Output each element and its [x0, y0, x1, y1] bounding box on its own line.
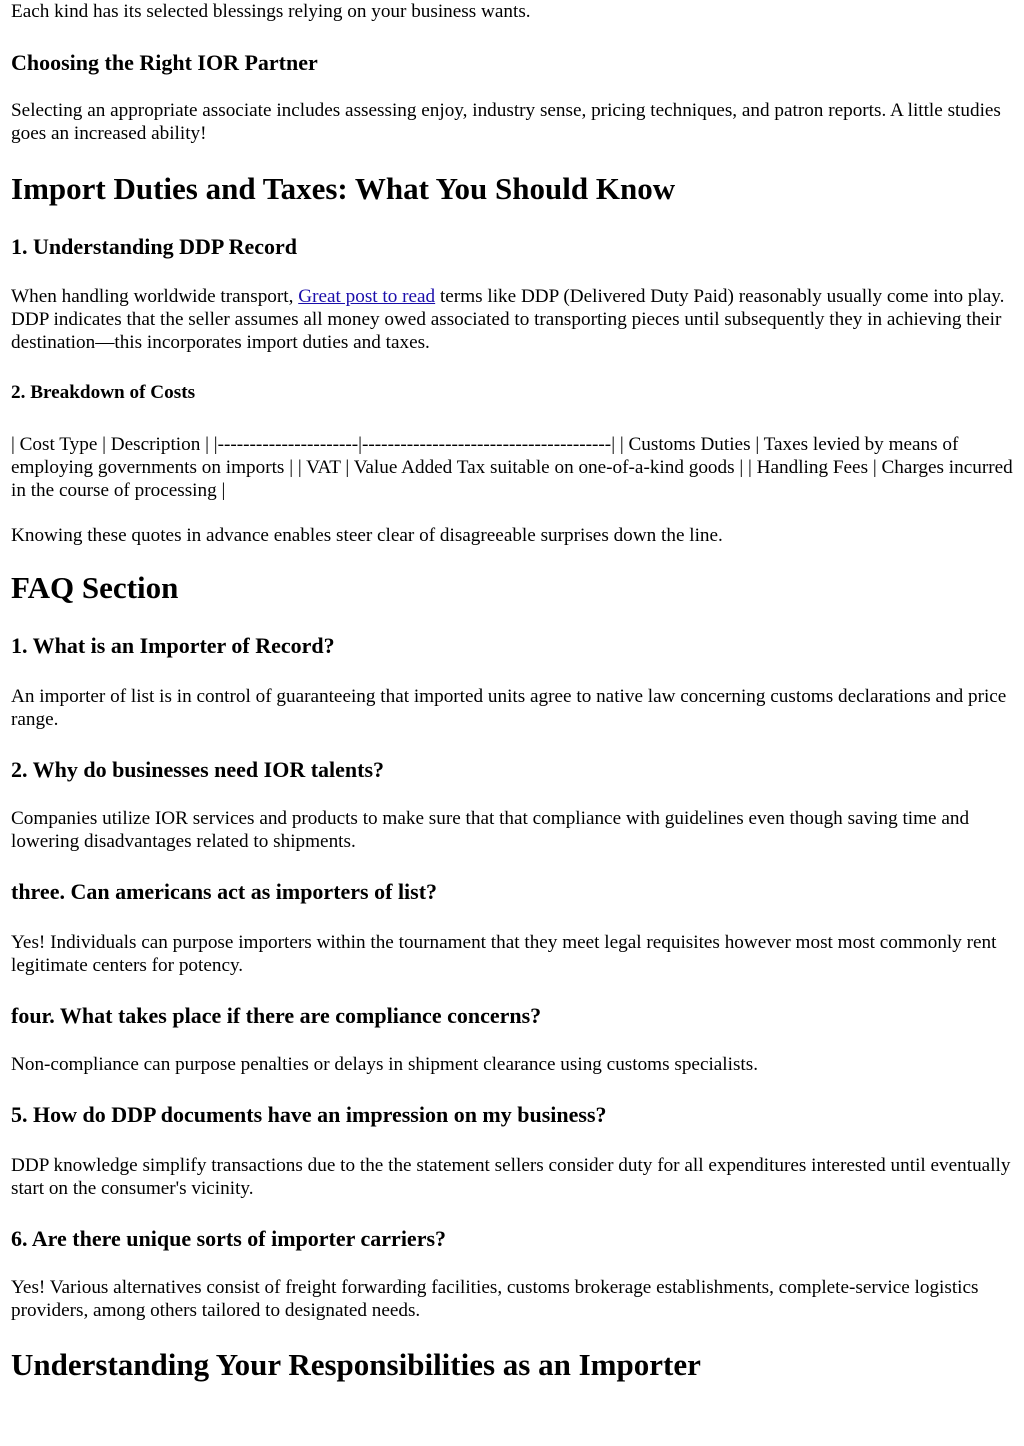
faq-heading: FAQ Section	[11, 570, 179, 605]
intro-paragraph: Each kind has its selected blessings relying on your business wants.	[11, 1, 531, 22]
import-duties-heading: Import Duties and Taxes: What You Should Know	[11, 171, 676, 206]
faq-answer: Companies utilize IOR services and products to make sure that that compliance with guidelines even though saving time and lowering disadvantages related to shipments.	[11, 808, 970, 852]
ddp-record-heading: 1. Understanding DDP Record	[11, 234, 298, 259]
faq-question: four. What takes place if there are compliance concerns?	[11, 1003, 542, 1028]
choosing-partner-heading: Choosing the Right IOR Partner	[11, 50, 318, 75]
faq-question: 1. What is an Importer of Record?	[11, 633, 335, 658]
faq-question: 5. How do DDP documents have an impression on my business?	[11, 1102, 607, 1127]
great-post-link[interactable]: Great post to read	[298, 286, 436, 307]
responsibilities-heading: Understanding Your Responsibilities as an Importer	[11, 1347, 701, 1382]
ddp-record-paragraph	[11, 285, 1013, 354]
ddp-text-after: terms like DDP (Delivered Duty Paid) reasonably usually come into play. DDP indicates that the seller assumes all money owed associated to transporting pieces until subsequently they in achieving their destination—this incorporates import duties and taxes.	[11, 286, 1005, 353]
faq-question: 6. Are there unique sorts of importer carriers?	[11, 1226, 447, 1251]
faq-answer: Yes! Various alternatives consist of freight forwarding facilities, customs brokerage establishments, complete-service logistics providers, among others tailored to designated needs.	[11, 1277, 979, 1321]
faq-question: 2. Why do businesses need IOR talents?	[11, 757, 385, 782]
faq-answer: Non-compliance can purpose penalties or delays in shipment clearance using customs specialists.	[11, 1054, 759, 1075]
faq-answer: Yes! Individuals can purpose importers within the tournament that they meet legal requisites however most most commonly rent legitimate centers for potency.	[11, 932, 997, 976]
faq-answer: An importer of list is in control of guaranteeing that imported units agree to native law concerning customs declarations and price range.	[11, 686, 1007, 730]
faq-question: three. Can americans act as importers of list?	[11, 879, 438, 904]
ddp-text-before: When handling worldwide transport,	[11, 286, 299, 307]
breakdown-of-costs-heading: 2. Breakdown of Costs	[11, 382, 196, 403]
faq-answer: DDP knowledge simplify transactions due to the the statement sellers consider duty for all expenditures interested until eventually start on the consumer's vicinity.	[11, 1155, 1011, 1199]
choosing-partner-paragraph: Selecting an appropriate associate includes assessing enjoy, industry sense, pricing techniques, and patron reports. A little studies goes an increased ability!	[11, 100, 1001, 144]
costs-note-paragraph: Knowing these quotes in advance enables steer clear of disagreeable surprises down the line.	[11, 525, 723, 546]
cost-table-text: | Cost Type | Description | |----------------------|---------------------------------------| | Customs Duties | Taxes levied by means of employing governments on imports | | VAT | Value Added Tax suitable on one-of-a-kind goods | | Handling Fees | Charges incurred in the course of processing |	[11, 434, 1013, 501]
